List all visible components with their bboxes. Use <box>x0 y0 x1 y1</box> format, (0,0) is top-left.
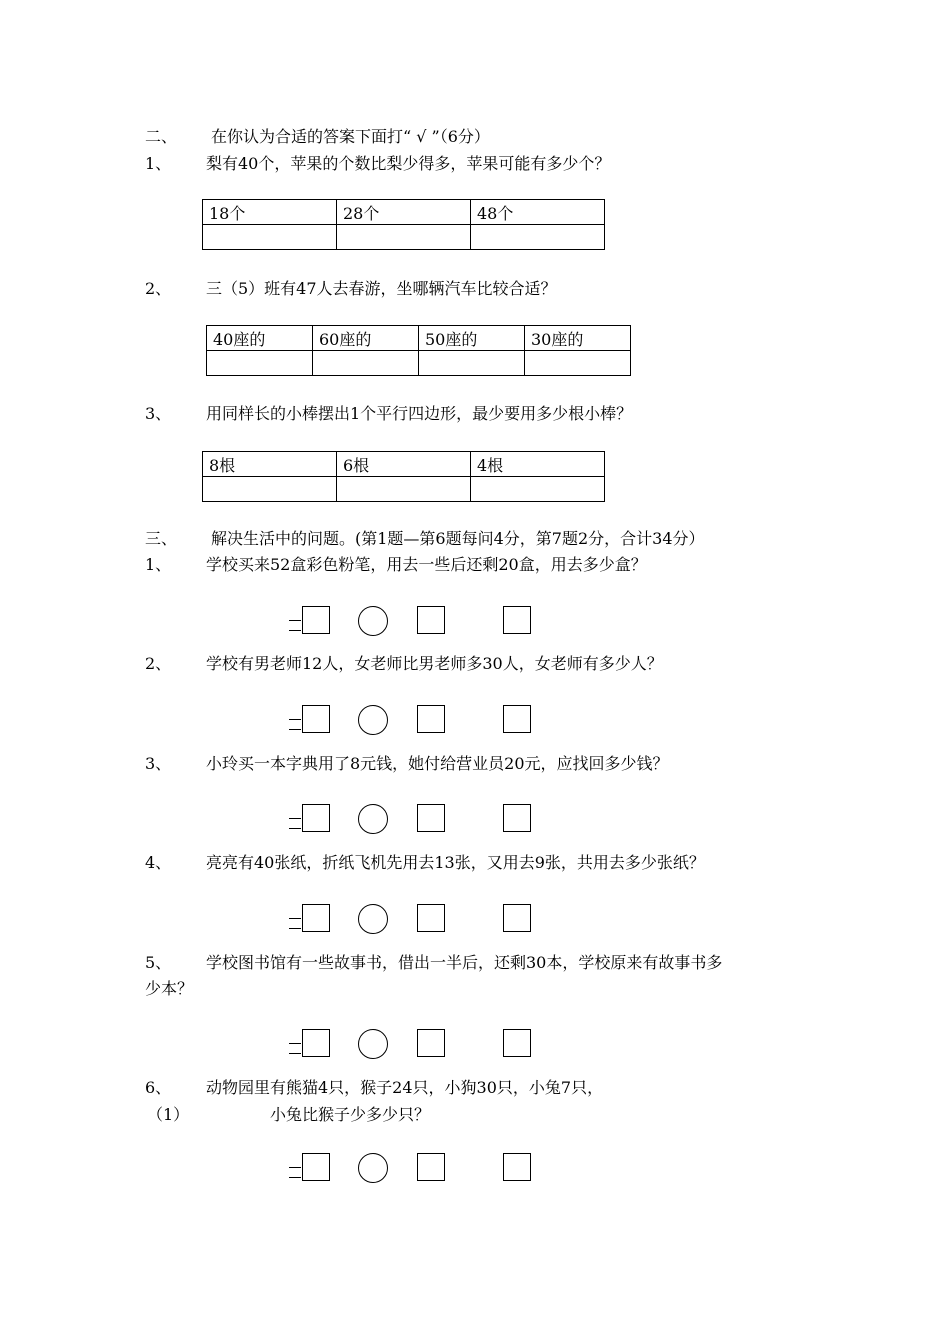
section-2-title: 在你认为合适的答案下面打“ √ ”（6分） <box>211 127 490 146</box>
answer-table <box>202 199 605 250</box>
question-number: 5、 <box>145 953 172 972</box>
option-label: 4根 <box>471 452 605 477</box>
operand-box[interactable] <box>417 606 445 634</box>
operator-circle[interactable] <box>358 904 388 934</box>
operand-box[interactable] <box>503 705 531 733</box>
equals-sign <box>289 1043 301 1054</box>
section-2-number: 二、 <box>145 127 178 146</box>
operand-box[interactable] <box>417 705 445 733</box>
option-label: 18个 <box>203 200 337 225</box>
section-3-title: 解决生活中的问题。(第1题—第6题每问4分，第7题2分，合计34分） <box>211 529 705 548</box>
result-box[interactable] <box>302 904 330 932</box>
equation-template <box>289 705 534 735</box>
question-text: 小玲买一本字典用了8元钱，她付给营业员20元，应找回多少钱？ <box>206 754 669 773</box>
operand-box[interactable] <box>417 804 445 832</box>
equals-sign <box>289 818 301 829</box>
option-label: 60座的 <box>313 326 419 351</box>
operator-circle[interactable] <box>358 606 388 636</box>
equation-template <box>289 1029 534 1059</box>
equation-template <box>289 904 534 934</box>
operator-circle[interactable] <box>358 1029 388 1059</box>
option-label: 28个 <box>337 200 471 225</box>
equals-sign <box>289 1167 301 1178</box>
question-number: 3、 <box>145 404 172 423</box>
operand-box[interactable] <box>503 606 531 634</box>
option-label: 50座的 <box>419 326 525 351</box>
answer-cell[interactable] <box>419 351 525 376</box>
option-label: 8根 <box>203 452 337 477</box>
answer-cell[interactable] <box>471 477 605 502</box>
question-text: 梨有40个，苹果的个数比梨少得多，苹果可能有多少个？ <box>206 154 611 173</box>
question-text: 学校图书馆有一些故事书，借出一半后，还剩30本，学校原来有故事书多 <box>206 953 723 972</box>
answer-cell[interactable] <box>203 225 337 250</box>
answer-cell[interactable] <box>313 351 419 376</box>
question-number: 4、 <box>145 853 172 872</box>
section-3-number: 三、 <box>145 529 178 548</box>
answer-cell[interactable] <box>471 225 605 250</box>
question-number: 1、 <box>145 154 172 173</box>
answer-cell[interactable] <box>337 225 471 250</box>
question-text: 用同样长的小棒摆出1个平行四边形，最少要用多少根小棒？ <box>206 404 633 423</box>
operand-box[interactable] <box>417 904 445 932</box>
operand-box[interactable] <box>417 1029 445 1057</box>
option-label: 48个 <box>471 200 605 225</box>
operator-circle[interactable] <box>358 804 388 834</box>
sub-question-number: （1） <box>147 1105 190 1124</box>
question-number: 1、 <box>145 555 172 574</box>
operand-box[interactable] <box>503 904 531 932</box>
operand-box[interactable] <box>417 1153 445 1181</box>
equals-sign <box>289 719 301 730</box>
answer-table <box>206 325 631 376</box>
answer-cell[interactable] <box>337 477 471 502</box>
answer-cell[interactable] <box>525 351 631 376</box>
equals-sign <box>289 918 301 929</box>
question-text-continuation: 少本？ <box>145 979 194 998</box>
equation-template <box>289 804 534 834</box>
question-text: 学校买来52盒彩色粉笔，用去一些后还剩20盒，用去多少盒？ <box>206 555 647 574</box>
question-number: 2、 <box>145 654 172 673</box>
result-box[interactable] <box>302 804 330 832</box>
operand-box[interactable] <box>503 804 531 832</box>
question-number: 6、 <box>145 1078 172 1097</box>
equation-template <box>289 1153 534 1183</box>
answer-table <box>202 451 605 502</box>
option-label: 30座的 <box>525 326 631 351</box>
question-text: 学校有男老师12人，女老师比男老师多30人，女老师有多少人？ <box>206 654 663 673</box>
operator-circle[interactable] <box>358 1153 388 1183</box>
question-text: 亮亮有40张纸，折纸飞机先用去13张，又用去9张，共用去多少张纸？ <box>206 853 705 872</box>
result-box[interactable] <box>302 606 330 634</box>
question-text: 三（5）班有47人去春游，坐哪辆汽车比较合适？ <box>206 279 557 298</box>
answer-cell[interactable] <box>207 351 313 376</box>
result-box[interactable] <box>302 1153 330 1181</box>
question-number: 3、 <box>145 754 172 773</box>
operand-box[interactable] <box>503 1029 531 1057</box>
option-label: 40座的 <box>207 326 313 351</box>
question-number: 2、 <box>145 279 172 298</box>
answer-cell[interactable] <box>203 477 337 502</box>
result-box[interactable] <box>302 705 330 733</box>
result-box[interactable] <box>302 1029 330 1057</box>
equals-sign <box>289 620 301 631</box>
operand-box[interactable] <box>503 1153 531 1181</box>
question-text: 动物园里有熊猫4只，猴子24只，小狗30只，小兔7只， <box>206 1078 604 1097</box>
equation-template <box>289 606 534 636</box>
sub-question-text: 小兔比猴子少多少只？ <box>270 1105 431 1124</box>
operator-circle[interactable] <box>358 705 388 735</box>
option-label: 6根 <box>337 452 471 477</box>
